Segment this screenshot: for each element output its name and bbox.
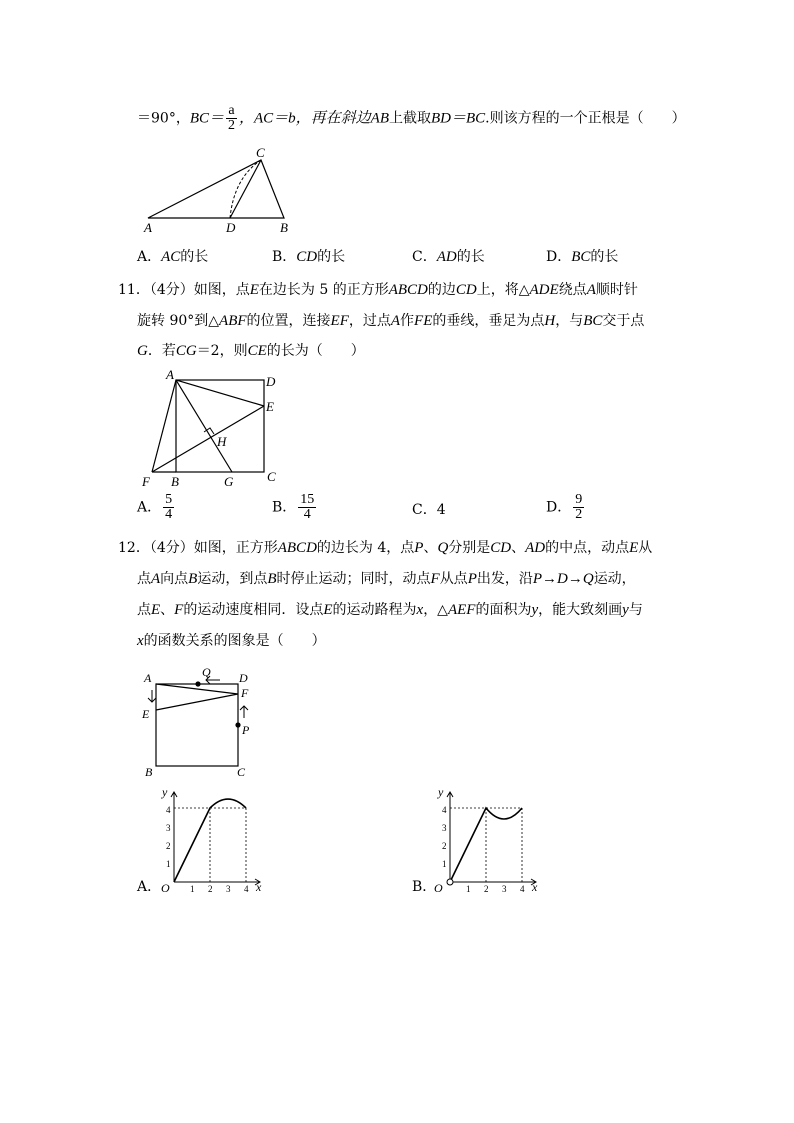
tick-x-3: 3 — [502, 884, 507, 894]
q10-option-c[interactable]: C．AD的长 — [412, 249, 485, 265]
math-variable: B — [188, 571, 198, 587]
text-segment: 从点 — [439, 571, 468, 587]
x-axis-label: x — [532, 880, 538, 894]
text-segment: 的运动速度相同．设点 — [183, 602, 324, 618]
text-segment: 的边长为 4，点 — [316, 540, 415, 556]
math-variable: AEF — [447, 602, 476, 618]
label-d: D — [226, 220, 236, 235]
tick-x-4: 4 — [244, 884, 249, 894]
q12-line-3 — [137, 600, 643, 620]
q11-line-3: G．若CG＝2，则CE的长为（ ） — [137, 343, 365, 359]
label-a: A — [144, 220, 152, 235]
text-segment: 运动， — [593, 571, 636, 587]
label-p: P — [242, 723, 250, 737]
tick-y-1: 1 — [166, 859, 171, 869]
point-p — [235, 722, 240, 727]
label-d: D — [266, 374, 276, 389]
math-variable: F — [174, 602, 184, 618]
q10-option-d[interactable]: D．BC的长 — [546, 249, 619, 265]
open-origin-point — [447, 879, 453, 885]
q11-line-1: 11．（4分）如图，点E在边长为 5 的正方形ABCD的边CD上，将△ADE绕点A顺时针 — [118, 282, 638, 298]
math-variable: E — [151, 602, 161, 618]
label-a: A — [166, 367, 174, 382]
tick-x-4: 4 — [520, 884, 525, 894]
square-abcd — [176, 380, 264, 472]
dashed-guides — [450, 808, 522, 882]
q11-option-d[interactable]: D． $\frac{9}{2}$ — [546, 492, 583, 522]
q12-option-a-graph[interactable] — [150, 784, 270, 896]
y-axis-label: y — [438, 785, 444, 799]
label-q: Q — [202, 665, 211, 679]
text-segment: 的运动路程为 — [332, 602, 417, 618]
text-segment: 出发，沿 — [476, 571, 533, 587]
label-d: D — [239, 671, 248, 685]
math-variable: P — [414, 540, 424, 556]
y-axis-label: y — [162, 785, 168, 799]
tick-x-1: 1 — [466, 884, 471, 894]
math-variable: B — [267, 571, 277, 587]
tick-y-3: 3 — [166, 823, 171, 833]
math-variable: E — [629, 540, 639, 556]
tick-y-4: 4 — [166, 805, 171, 815]
tick-y-2: 2 — [166, 841, 171, 851]
segment-cd — [230, 160, 261, 218]
math-variable: E — [323, 602, 333, 618]
q12-line-1 — [118, 538, 652, 558]
q12-option-b-graph[interactable] — [426, 784, 546, 896]
q12-option-a-letter[interactable]: A． — [137, 879, 162, 895]
tick-x-3: 3 — [226, 884, 231, 894]
text-segment: 向点 — [160, 571, 189, 587]
origin-label: O — [434, 881, 443, 895]
segment-fe — [152, 406, 264, 472]
label-h: H — [217, 434, 227, 449]
point-q — [195, 681, 200, 686]
origin-label: O — [161, 881, 170, 895]
q11-line-2: 旋转 90°到△ABF的位置，连接EF，过点A作FE的垂线，垂足为点H，与BC交于点 — [137, 313, 645, 329]
arrow-e-down-icon — [148, 690, 156, 702]
text-segment: ，△ — [423, 602, 448, 618]
math-variable: x — [137, 633, 144, 649]
text-segment: 、 — [160, 602, 175, 618]
label-g: G — [224, 474, 234, 489]
q10-triangle-figure — [130, 140, 310, 240]
text-segment: 分别是 — [448, 540, 491, 556]
segment-af — [152, 380, 176, 472]
q11-option-a[interactable]: A． $\frac{5}{4}$ — [137, 492, 173, 522]
q12-line-4 — [137, 631, 326, 651]
arrow-p-up-icon — [240, 706, 248, 718]
tick-y-1: 1 — [442, 859, 447, 869]
label-b: B — [145, 765, 153, 779]
q12-option-b-letter[interactable]: B． — [412, 879, 437, 895]
axes — [171, 792, 260, 885]
label-e: E — [142, 707, 150, 721]
text-segment: 的函数关系的图象是（ ） — [143, 633, 326, 649]
tick-x-2: 2 — [208, 884, 213, 894]
q11-option-c[interactable]: C．4 — [412, 502, 446, 518]
label-c: C — [256, 145, 265, 160]
label-c: C — [237, 765, 246, 779]
math-variable: y — [622, 602, 629, 618]
q10-text-line: ＝90°，BC＝ $\frac{a}{2}$ ，AC＝b，再在斜边AB上截取BD＝BC.则该方程的一个正根是（ ） — [137, 103, 686, 133]
fraction-a-over-2: $\frac{a}{2}$ — [228, 103, 235, 133]
text-segment: 的面积为 — [475, 602, 532, 618]
text-segment: 的中点，动点 — [545, 540, 630, 556]
label-f: F — [142, 474, 150, 489]
math-variable: P→D→Q — [532, 571, 594, 587]
text-segment: 点 — [137, 571, 151, 587]
x-axis-label: x — [256, 880, 262, 894]
text-segment: 12．（4分）如图，正方形 — [118, 540, 278, 556]
text-segment: 运动，到点 — [197, 571, 268, 587]
math-variable: ABCD — [277, 540, 317, 556]
text-segment: ，能大致刻画 — [538, 602, 623, 618]
q11-option-b[interactable]: B． $\frac{15}{4}$ — [272, 492, 315, 522]
text-segment: 、 — [423, 540, 438, 556]
math-variable: P — [467, 571, 477, 587]
text-segment: 点 — [137, 602, 151, 618]
math-variable: AD — [525, 540, 546, 556]
segment-ef — [156, 694, 238, 710]
text-segment: 时停止运动；同时，动点 — [276, 571, 431, 587]
q12-line-2 — [137, 569, 636, 589]
q11-square-figure — [138, 366, 288, 492]
text-segment: 从 — [638, 540, 653, 556]
text-segment: 与 — [628, 602, 643, 618]
tick-y-4: 4 — [442, 805, 447, 815]
tick-y-2: 2 — [442, 841, 447, 851]
q10-option-a[interactable]: A．AC的长 — [137, 249, 209, 265]
math-variable: F — [430, 571, 440, 587]
math-variable: CD — [490, 540, 512, 556]
q12-square-figure — [138, 664, 268, 780]
math-variable: x — [416, 602, 424, 618]
math-variable: Q — [437, 540, 449, 556]
math-variable: y — [531, 602, 539, 618]
label-e: E — [266, 399, 274, 414]
label-a: A — [144, 671, 152, 685]
text-segment: 、 — [511, 540, 526, 556]
tick-x-1: 1 — [190, 884, 195, 894]
label-b: B — [171, 474, 179, 489]
tick-x-2: 2 — [484, 884, 489, 894]
label-b: B — [280, 220, 288, 235]
axes — [447, 792, 536, 885]
dashed-guides — [174, 808, 246, 882]
tick-y-3: 3 — [442, 823, 447, 833]
math-variable: A — [151, 571, 161, 587]
triangle-abc — [148, 160, 284, 218]
q10-option-b[interactable]: B．CD的长 — [272, 249, 346, 265]
label-c: C — [267, 469, 276, 484]
label-f: F — [241, 686, 249, 700]
